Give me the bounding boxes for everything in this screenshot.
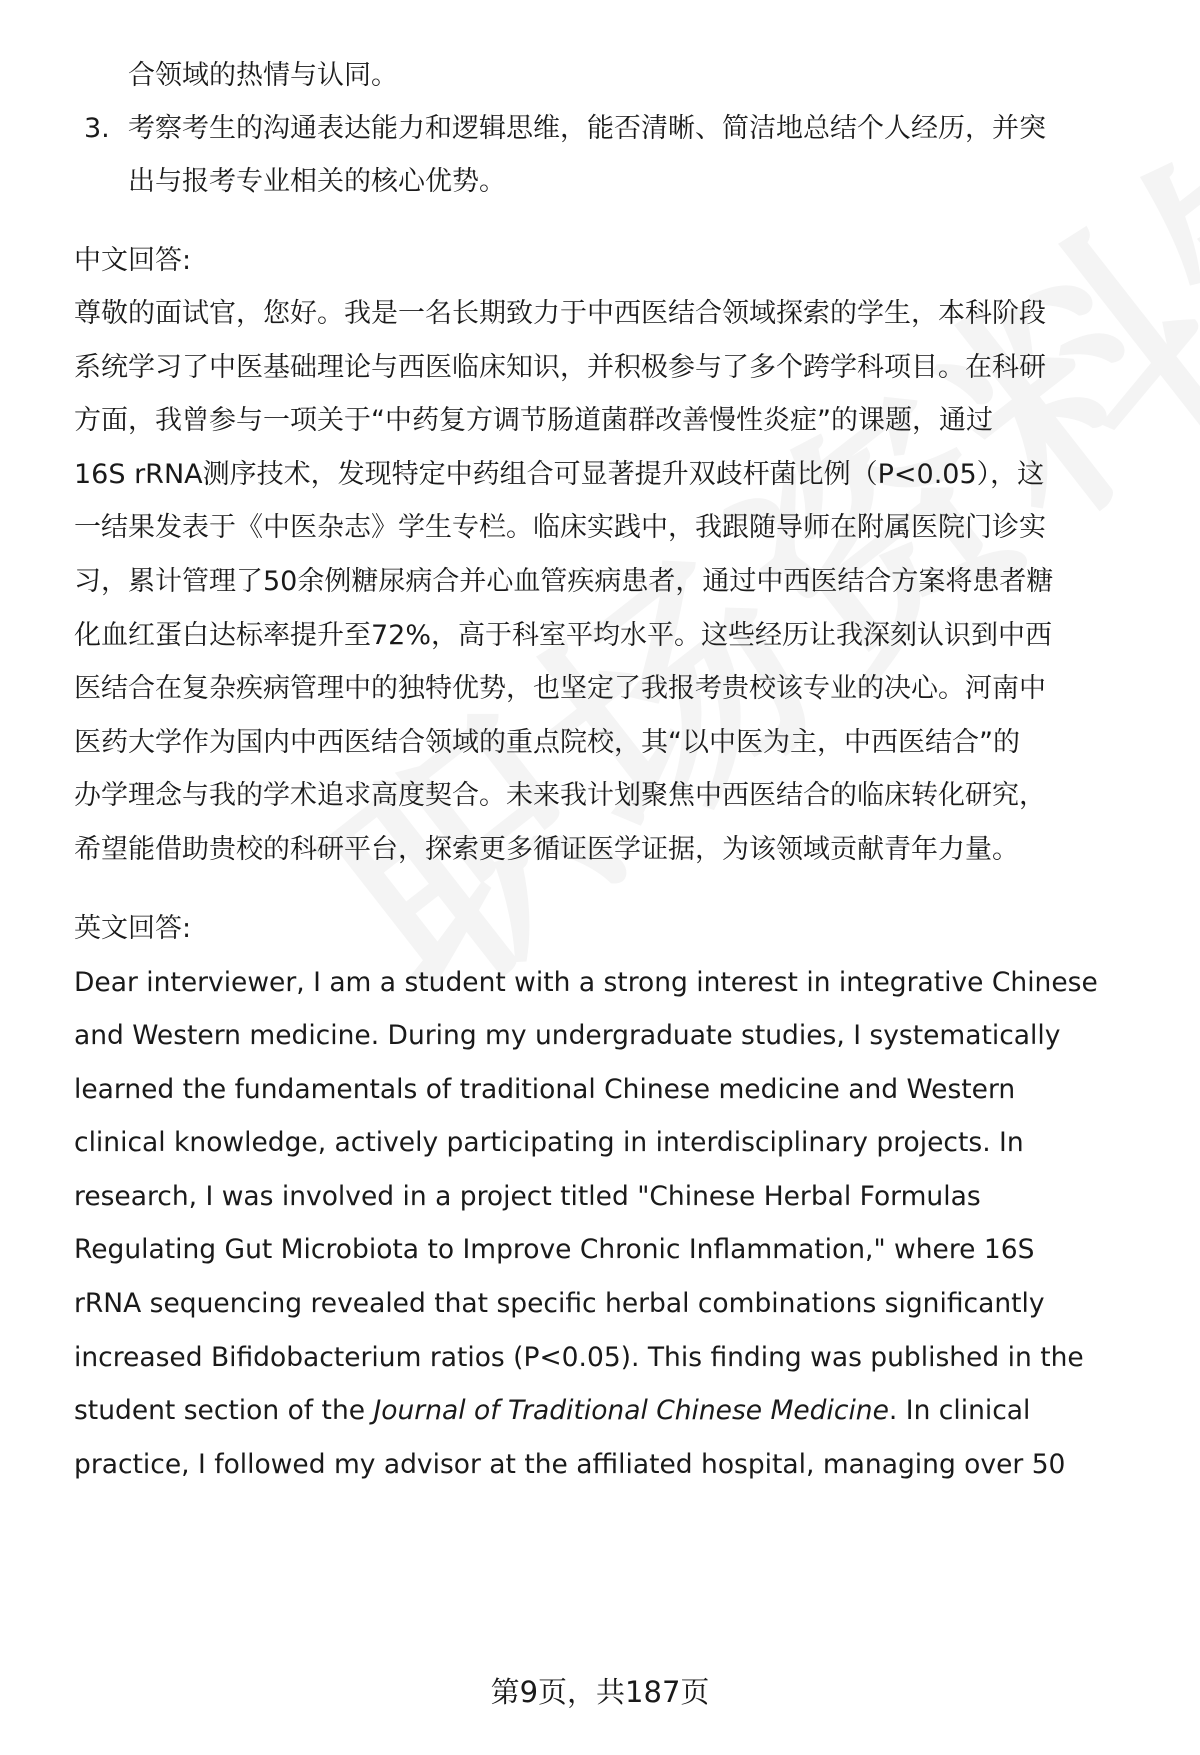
- english-answer-text: . In clinical: [888, 1395, 1031, 1426]
- english-answer-heading: 英文回答:: [74, 913, 192, 944]
- page-number: 第9页，共187页: [490, 1675, 710, 1709]
- english-answer-line: and Western medicine. During my undergraduate studies, I systematically: [74, 1020, 1061, 1051]
- english-answer-line: rRNA sequencing revealed that specific herbal combinations significantly: [74, 1288, 1045, 1319]
- chinese-answer-line: 办学理念与我的学术追求高度契合。未来我计划聚焦中西医结合的临床转化研究，: [74, 780, 1046, 811]
- chinese-answer-line: 医药大学作为国内中西医结合领域的重点院校，其“以中医为主，中西医结合”的: [74, 727, 1020, 758]
- chinese-answer-line: 16S rRNA测序技术，发现特定中药组合可显著提升双歧杆菌比例（P<0.05），这: [74, 459, 1045, 490]
- list-item-3-line-2: 出与报考专业相关的核心优势。: [128, 166, 506, 197]
- chinese-answer-line: 一结果发表于《中医杂志》学生专栏。临床实践中，我跟随导师在附属医院门诊实: [74, 512, 1046, 543]
- english-answer-line: increased Bifidobacterium ratios (P<0.05). This finding was published in the: [74, 1342, 1084, 1373]
- chinese-answer-line: 希望能借助贵校的科研平台，探索更多循证医学证据，为该领域贡献青年力量。: [74, 834, 1019, 865]
- english-answer-line: [74, 1393, 1030, 1429]
- english-answer-text: student section of the: [74, 1395, 374, 1426]
- chinese-answer-line: 习，累计管理了50余例糖尿病合并心血管疾病患者，通过中西医结合方案将患者糖: [74, 566, 1054, 597]
- chinese-answer-line: 医结合在复杂疾病管理中的独特优势，也坚定了我报考贵校该专业的决心。河南中: [74, 673, 1046, 704]
- list-item-3-line-1: 考察考生的沟通表达能力和逻辑思维，能否清晰、简洁地总结个人经历，并突: [128, 113, 1046, 144]
- english-answer-line: Dear interviewer, I am a student with a strong interest in integrative Chinese: [74, 967, 1098, 998]
- chinese-answer-line: 方面，我曾参与一项关于“中药复方调节肠道菌群改善慢性炎症”的课题，通过: [74, 405, 993, 436]
- chinese-answer-line: 尊敬的面试官，您好。我是一名长期致力于中西医结合领域探索的学生，本科阶段: [74, 298, 1046, 329]
- list-item-number: 3.: [84, 113, 110, 144]
- chinese-answer-line: 化血红蛋白达标率提升至72%，高于科室平均水平。这些经历让我深刻认识到中西: [74, 620, 1053, 651]
- english-answer-line: practice, I followed my advisor at the affiliated hospital, managing over 50: [74, 1449, 1066, 1480]
- chinese-answer-line: 系统学习了中医基础理论与西医临床知识，并积极参与了多个跨学科项目。在科研: [74, 352, 1046, 383]
- list-item-2-line-2: 合领域的热情与认同。: [128, 60, 398, 91]
- english-answer-line: learned the fundamentals of traditional Chinese medicine and Western: [74, 1074, 1016, 1105]
- journal-title: Journal of Traditional Chinese Medicine: [373, 1395, 889, 1426]
- chinese-answer-heading: 中文回答:: [74, 245, 192, 276]
- english-answer-line: research, I was involved in a project titled "Chinese Herbal Formulas: [74, 1181, 981, 1212]
- english-answer-line: clinical knowledge, actively participating in interdisciplinary projects. In: [74, 1127, 1024, 1158]
- english-answer-line: Regulating Gut Microbiota to Improve Chronic Inflammation," where 16S: [74, 1234, 1035, 1265]
